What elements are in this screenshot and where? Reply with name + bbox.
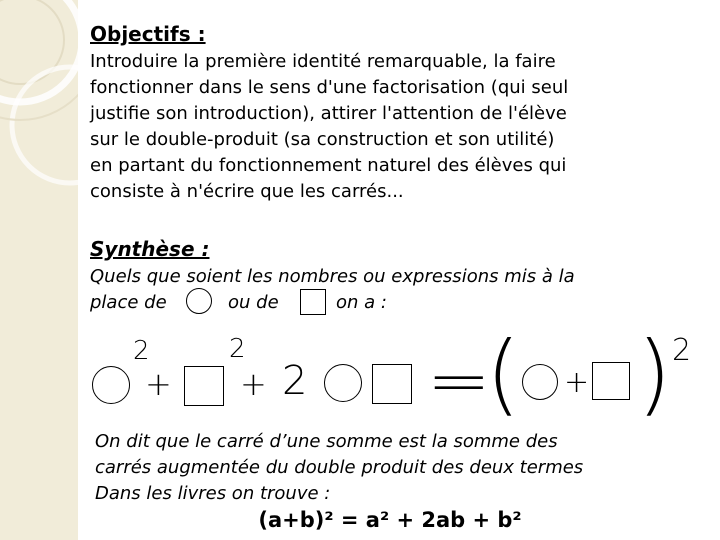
objectifs-line: sur le double-produit (sa construction et son utilité) — [90, 129, 555, 150]
objectifs-line: fonctionner dans le sens d'une factorisation (qui seul — [90, 77, 569, 98]
decorative-side-strip — [0, 0, 78, 540]
plus-sign: + — [145, 365, 172, 403]
explanation-paragraph — [95, 429, 583, 507]
circle-term-icon — [522, 364, 558, 400]
identity-formula: (a+b)² = a² + 2ab + b² — [258, 508, 522, 532]
synthese-paragraph — [90, 264, 575, 290]
synthese-line2-b: ou de — [228, 292, 279, 313]
plus-sign: + — [240, 365, 267, 403]
square-term-icon — [184, 366, 224, 406]
synthese-line-1: Quels que soient les nombres ou expressions mis à la — [90, 266, 575, 287]
explanation-line: On dit que le carré d’une somme est la somme des — [95, 431, 558, 452]
objectifs-line: justifie son introduction), attirer l'attention de l'élève — [90, 103, 567, 124]
coefficient-two: 2 — [282, 358, 308, 404]
synthese-line2-a: place de — [90, 292, 167, 313]
exponent: 2 — [672, 333, 692, 368]
objectifs-line: Introduire la première identité remarquable, la faire — [90, 51, 556, 72]
close-parenthesis: ) — [637, 322, 672, 425]
decorative-rings — [0, 0, 78, 540]
objectifs-title: Objectifs : — [90, 22, 206, 46]
equals-sign: = — [426, 345, 491, 419]
exponent: 2 — [229, 334, 246, 364]
circle-term-icon — [92, 366, 130, 404]
explanation-line: carrés augmentée du double produit des deux termes — [95, 457, 584, 478]
square-term-icon — [592, 362, 630, 400]
exponent: 2 — [133, 336, 150, 366]
objectifs-paragraph — [90, 49, 568, 205]
square-placeholder-icon — [300, 289, 326, 315]
objectifs-line: en partant du fonctionnement naturel des élèves qui — [90, 155, 567, 176]
circle-term-icon — [324, 364, 362, 402]
open-parenthesis: ( — [486, 322, 521, 425]
explanation-line: Dans les livres on trouve : — [95, 483, 331, 504]
plus-sign: + — [564, 365, 590, 400]
synthese-title: Synthèse : — [90, 237, 210, 261]
synthese-line2-c: on a : — [336, 292, 387, 313]
square-term-icon — [372, 364, 412, 404]
objectifs-line: consiste à n'écrire que les carrés... — [90, 181, 404, 202]
circle-placeholder-icon — [186, 288, 212, 314]
